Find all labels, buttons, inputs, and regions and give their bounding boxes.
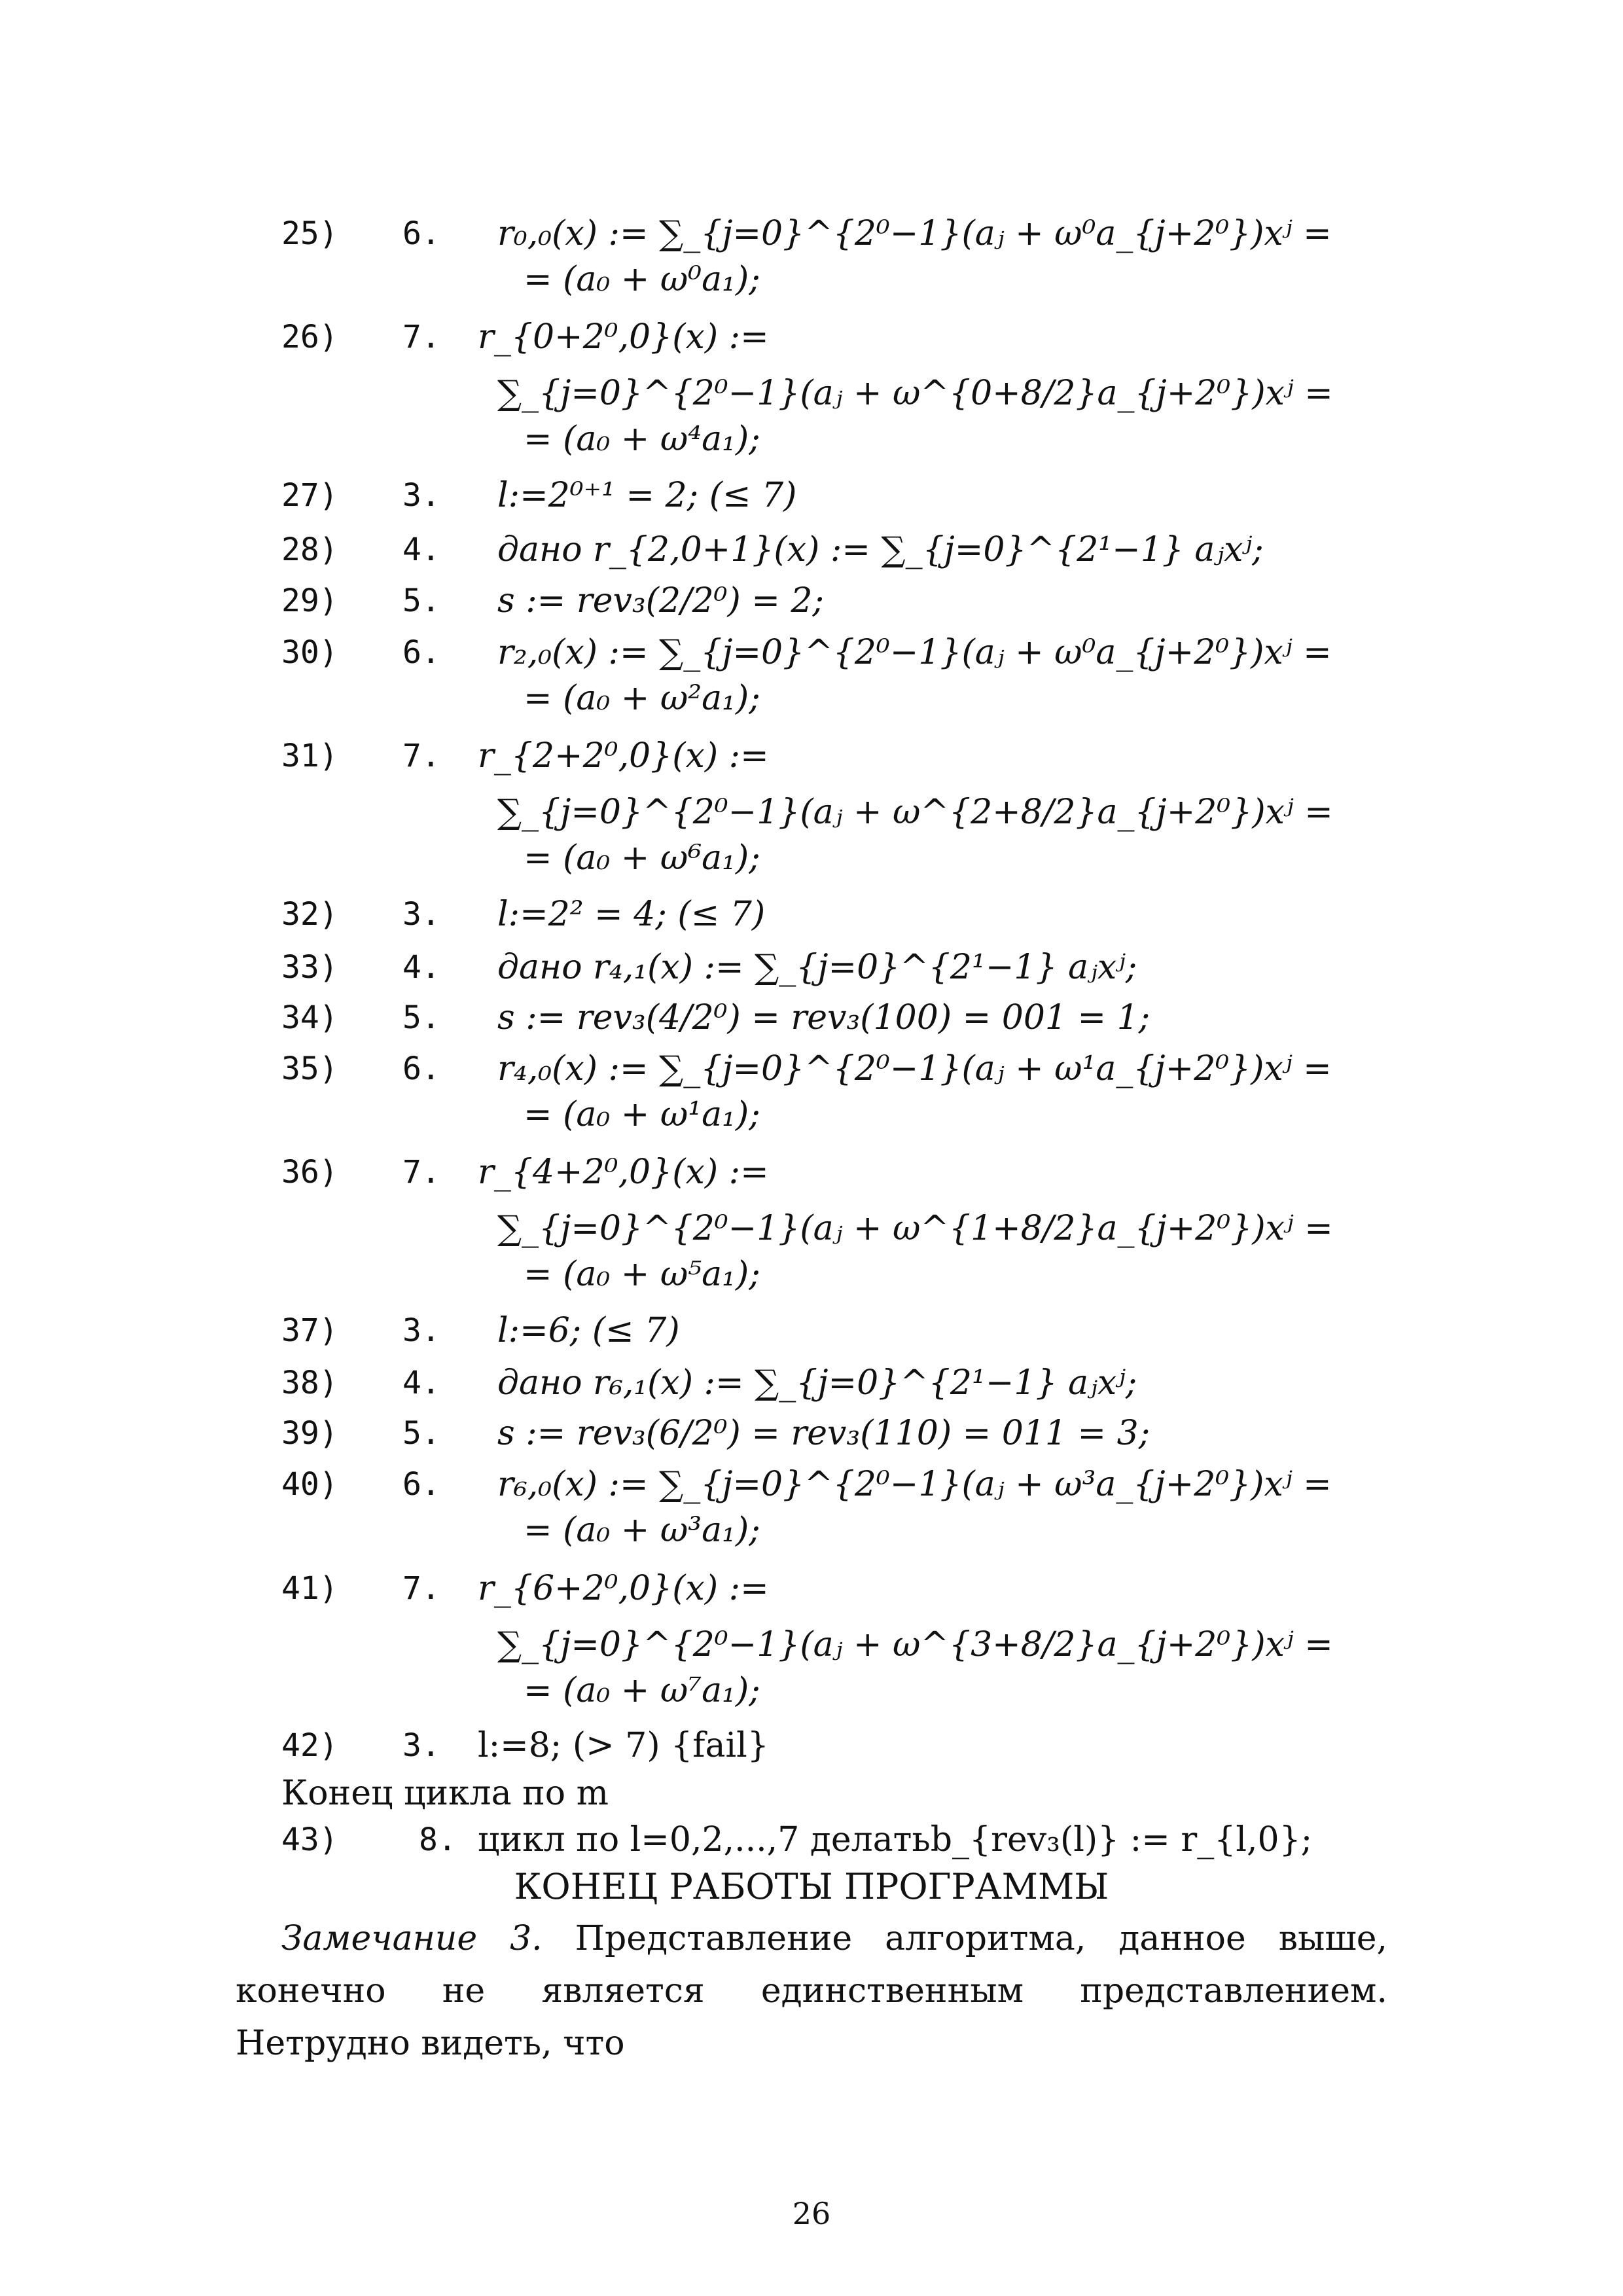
step-number: 5. xyxy=(402,999,440,1036)
remark-paragraph xyxy=(236,1912,1387,2070)
line-number: 37) xyxy=(281,1312,338,1349)
listing-line-cont xyxy=(281,1251,1394,1297)
step-number: 6. xyxy=(402,215,440,252)
listing-line-39 xyxy=(281,1410,1394,1456)
line-code: r_{2+2⁰,0}(x) := xyxy=(478,736,769,776)
line-code: l:=2⁰⁺¹ = 2; (≤ 7) xyxy=(497,476,797,515)
line-number: 28) xyxy=(281,531,338,568)
line-code: r₄,₀(x) := ∑_{j=0}^{2⁰−1}(aⱼ + ω¹a_{j+2⁰})xʲ = xyxy=(497,1049,1332,1088)
line-number: 29) xyxy=(281,583,338,619)
line-number: 36) xyxy=(281,1154,338,1191)
step-number: 7. xyxy=(402,319,440,355)
line-code: r_{4+2⁰,0}(x) := xyxy=(478,1153,769,1192)
page-number: 26 xyxy=(792,2196,831,2231)
line-code: ∑_{j=0}^{2⁰−1}(aⱼ + ω^{3+8/2}a_{j+2⁰})xʲ = xyxy=(497,1625,1333,1664)
listing-line-cont xyxy=(281,1622,1394,1668)
line-code: r₂,₀(x) := ∑_{j=0}^{2⁰−1}(aⱼ + ω⁰a_{j+2⁰})xʲ = xyxy=(497,633,1332,672)
listing-line-25 xyxy=(281,211,1394,257)
line-code: l:=8; (> 7) {fail} xyxy=(478,1726,769,1765)
line-code: дано r₆,₁(x) := ∑_{j=0}^{2¹−1} aⱼxʲ; xyxy=(497,1363,1137,1403)
line-number: 39) xyxy=(281,1415,338,1452)
line-code: s := rev₃(2/2⁰) = 2; xyxy=(497,581,825,620)
line-code: цикл по l=0,2,...,7 делатьb_{rev₃(l)} := r_{l,0}; xyxy=(478,1820,1313,1859)
step-number: 3. xyxy=(402,896,440,933)
line-number: 41) xyxy=(281,1570,338,1607)
line-code: l:=2² = 4; (≤ 7) xyxy=(497,895,766,934)
listing-line-43 xyxy=(281,1817,1394,1863)
line-code: Конец цикла по m xyxy=(281,1774,609,1813)
listing-line-42 xyxy=(281,1723,1394,1768)
step-number: 4. xyxy=(402,1365,440,1401)
line-code: r_{0+2⁰,0}(x) := xyxy=(478,317,769,357)
line-number: 33) xyxy=(281,949,338,986)
line-number: 38) xyxy=(281,1365,338,1401)
step-number: 3. xyxy=(402,1727,440,1764)
line-code: = (a₀ + ω¹a₁); xyxy=(524,1095,760,1134)
listing-line-26 xyxy=(281,314,1394,360)
listing-line-cont xyxy=(281,416,1394,462)
line-number: 31) xyxy=(281,738,338,774)
line-code: = (a₀ + ω⁰a₁); xyxy=(524,260,760,299)
listing-line-37 xyxy=(281,1308,1394,1354)
line-number: 30) xyxy=(281,634,338,671)
line-number: 42) xyxy=(281,1727,338,1764)
step-number: 4. xyxy=(402,949,440,986)
line-number: 32) xyxy=(281,896,338,933)
remark-text: Представление алгоритма, данное выше, конечно не является единственным представлением. Нетрудно видеть, что xyxy=(236,1919,1387,2063)
line-code: ∑_{j=0}^{2⁰−1}(aⱼ + ω^{0+8/2}a_{j+2⁰})xʲ = xyxy=(497,374,1333,413)
listing-line-41 xyxy=(281,1566,1394,1611)
program-end-heading: КОНЕЦ РАБОТЫ ПРОГРАММЫ xyxy=(514,1866,1109,1907)
line-code: r₀,₀(x) := ∑_{j=0}^{2⁰−1}(aⱼ + ω⁰a_{j+2⁰})xʲ = xyxy=(497,214,1332,253)
step-number: 7. xyxy=(402,1570,440,1607)
remark-label: Замечание 3. xyxy=(281,1919,543,1958)
step-number: 3. xyxy=(402,1312,440,1349)
listing-line-33 xyxy=(281,944,1394,990)
line-number: 27) xyxy=(281,477,338,514)
line-code: = (a₀ + ω⁵a₁); xyxy=(524,1255,760,1294)
step-number: 5. xyxy=(402,1415,440,1452)
line-code: s := rev₃(6/2⁰) = rev₃(110) = 011 = 3; xyxy=(497,1414,1150,1453)
listing-line-34 xyxy=(281,995,1394,1041)
line-code: дано r₄,₁(x) := ∑_{j=0}^{2¹−1} aⱼxʲ; xyxy=(497,948,1137,987)
line-code: s := rev₃(4/2⁰) = rev₃(100) = 001 = 1; xyxy=(497,998,1150,1037)
listing-line-30 xyxy=(281,630,1394,675)
line-number: 26) xyxy=(281,319,338,355)
listing-line-cont xyxy=(281,675,1394,721)
listing-line-40 xyxy=(281,1462,1394,1507)
listing-line-36 xyxy=(281,1149,1394,1195)
line-code: ∑_{j=0}^{2⁰−1}(aⱼ + ω^{2+8/2}a_{j+2⁰})xʲ = xyxy=(497,793,1333,832)
line-code: = (a₀ + ω³a₁); xyxy=(524,1511,760,1550)
step-number: 8. xyxy=(419,1821,457,1858)
listing-line-cont xyxy=(281,257,1394,302)
listing-line-32 xyxy=(281,891,1394,937)
listing-line-35 xyxy=(281,1046,1394,1092)
step-number: 4. xyxy=(402,531,440,568)
step-number: 3. xyxy=(402,477,440,514)
loop-end-line xyxy=(281,1770,1394,1816)
line-code: дано r_{2,0+1}(x) := ∑_{j=0}^{2¹−1} aⱼxʲ; xyxy=(497,530,1264,569)
listing-line-28 xyxy=(281,527,1394,573)
listing-line-cont xyxy=(281,1206,1394,1251)
line-number: 43) xyxy=(281,1821,338,1858)
step-number: 6. xyxy=(402,634,440,671)
line-code: r_{6+2⁰,0}(x) := xyxy=(478,1569,769,1608)
listing-line-cont xyxy=(281,1507,1394,1553)
step-number: 7. xyxy=(402,738,440,774)
line-code: = (a₀ + ω⁴a₁); xyxy=(524,420,760,459)
step-number: 5. xyxy=(402,583,440,619)
line-number: 34) xyxy=(281,999,338,1036)
listing-line-cont xyxy=(281,789,1394,835)
listing-line-cont xyxy=(281,1092,1394,1138)
listing-line-cont xyxy=(281,835,1394,881)
listing-line-31 xyxy=(281,733,1394,779)
line-code: l:=6; (≤ 7) xyxy=(497,1311,680,1350)
listing-line-38 xyxy=(281,1360,1394,1406)
line-number: 25) xyxy=(281,215,338,252)
line-code: = (a₀ + ω⁷a₁); xyxy=(524,1671,760,1710)
line-code: r₆,₀(x) := ∑_{j=0}^{2⁰−1}(aⱼ + ω³a_{j+2⁰})xʲ = xyxy=(497,1465,1332,1504)
listing-line-29 xyxy=(281,578,1394,624)
line-number: 35) xyxy=(281,1050,338,1087)
line-number: 40) xyxy=(281,1466,338,1503)
listing-line-cont xyxy=(281,370,1394,416)
step-number: 6. xyxy=(402,1050,440,1087)
step-number: 6. xyxy=(402,1466,440,1503)
line-code: = (a₀ + ω²a₁); xyxy=(524,679,760,718)
line-code: = (a₀ + ω⁶a₁); xyxy=(524,838,760,878)
line-code: ∑_{j=0}^{2⁰−1}(aⱼ + ω^{1+8/2}a_{j+2⁰})xʲ = xyxy=(497,1209,1333,1248)
step-number: 7. xyxy=(402,1154,440,1191)
listing-line-27 xyxy=(281,473,1394,518)
listing-line-cont xyxy=(281,1668,1394,1713)
